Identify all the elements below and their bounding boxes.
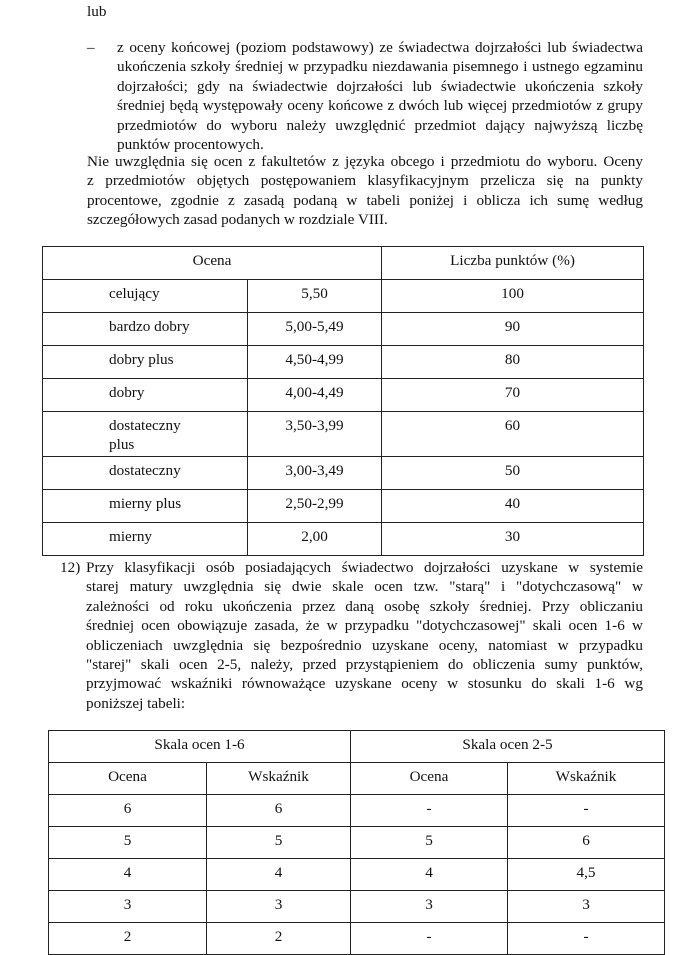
grading-paragraph: [87, 152, 643, 230]
grade-label: dobry: [43, 379, 248, 412]
table-group-header-row: [49, 731, 665, 763]
grade-points: 30: [382, 523, 644, 556]
item-number: 12): [60, 559, 81, 576]
grade-points: 100: [382, 280, 644, 313]
table-row: [43, 490, 644, 523]
header-ocena: Ocena: [49, 763, 207, 795]
item-line: "starej" skali ocen 2-5, należy, przed przystąpieniem do obliczenia sumy punktów,: [86, 656, 643, 674]
table-row: [49, 795, 665, 827]
paragraph-line: procentowe, zgodnie z zasadą podaną w tabeli poniżej i oblicza ich sumę według: [87, 191, 643, 209]
item-line: Przy klasyfikacji osób posiadających świadectwo dojrzałości uzyskane w systemie: [86, 559, 643, 576]
table-cell: 3: [508, 891, 665, 923]
grade-range: 2,00: [248, 523, 382, 556]
table-cell: -: [508, 923, 665, 955]
grade-label-line: plus: [109, 436, 135, 454]
table-cell: -: [351, 795, 508, 827]
header-scale-2-5: Skala ocen 2-5: [351, 731, 665, 763]
table-row: [49, 859, 665, 891]
bullet-line: ukończenia szkoły średniej w przypadku niezdawania pisemnego i ustnego egzaminu: [117, 58, 643, 76]
grade-range: 2,50-2,99: [248, 490, 382, 523]
table-cell: 6: [207, 795, 351, 827]
table-header-row: [43, 247, 644, 280]
grade-label: mierny plus: [43, 490, 248, 523]
grade-points: 50: [382, 457, 644, 490]
table-row: [49, 827, 665, 859]
grade-label-line: dostateczny: [109, 417, 181, 434]
header-ocena: Ocena: [351, 763, 508, 795]
table-row: [43, 412, 644, 457]
bullet-line: z oceny końcowej (poziom podstawowy) ze świadectwa dojrzałości lub świadectwa: [117, 39, 643, 56]
grade-points: 90: [382, 313, 644, 346]
table-row: [43, 457, 644, 490]
grade-points: 70: [382, 379, 644, 412]
bullet-line: przedmiotów do wyboru należy uwzględnić przedmiot dający najwyższą liczbę: [117, 116, 643, 134]
bullet-line: średniej będą występowały oceny końcowe z dwóch lub więcej przedmiotów z grupy: [117, 97, 643, 115]
grade-range: 3,00-3,49: [248, 457, 382, 490]
grade-points: 60: [382, 412, 644, 457]
table-cell: 2: [49, 923, 207, 955]
table-cell: 3: [49, 891, 207, 923]
table-row: [43, 379, 644, 412]
item-line: starej matury uwzględnia się dwie skale ocen tzw. "starą" i "dotychczasową" w: [86, 578, 643, 596]
table-row: [43, 523, 644, 556]
paragraph-line: szczegółowych zasad podanych w rozdziale VIII.: [87, 211, 388, 229]
table-cell: 2: [207, 923, 351, 955]
table-cell: -: [351, 923, 508, 955]
table-cell: 4: [207, 859, 351, 891]
header-scale-1-6: Skala ocen 1-6: [49, 731, 351, 763]
grade-label: [43, 412, 248, 457]
table-cell: 3: [351, 891, 508, 923]
table-cell: 4: [351, 859, 508, 891]
grade-label: bardzo dobry: [43, 313, 248, 346]
table-row: [49, 923, 665, 955]
table-sub-header-row: [49, 763, 665, 795]
item-line: przyjmować wskaźniki równoważące uzyskane oceny w stosunku do skali 1-6 wg: [86, 675, 643, 693]
grade-points-table: [42, 246, 644, 556]
grade-range: 3,50-3,99: [248, 412, 382, 457]
grade-points: 80: [382, 346, 644, 379]
table-row: [49, 891, 665, 923]
table-cell: 5: [351, 827, 508, 859]
item-line: poniższej tabeli:: [86, 694, 186, 712]
header-wskaznik: Wskaźnik: [508, 763, 665, 795]
grade-range: 5,00-5,49: [248, 313, 382, 346]
item-line: średniej ocen obowiązuje zasada, że w przypadku "dotychczasowej" skali ocen 1-6 w: [86, 617, 643, 635]
grade-range: 4,50-4,99: [248, 346, 382, 379]
table-cell: 6: [508, 827, 665, 859]
item-line: obliczeniach uwzględnia się bezpośrednio uzyskane oceny, natomiast w przypadku: [86, 636, 643, 654]
grade-label: dostateczny: [43, 457, 248, 490]
table-cell: 5: [49, 827, 207, 859]
table-cell: 3: [207, 891, 351, 923]
grade-label: celujący: [43, 280, 248, 313]
table-cell: 6: [49, 795, 207, 827]
paragraph-line: Nie uwzględnia się ocen z fakultetów z języka obcego i przedmiotu do wyboru. Oceny: [87, 153, 643, 170]
table-cell: -: [508, 795, 665, 827]
header-punkty: Liczba punktów (%): [382, 247, 644, 280]
dash-marker: –: [87, 39, 95, 56]
grade-label: mierny: [43, 523, 248, 556]
grade-label: dobry plus: [43, 346, 248, 379]
lub-text: lub: [87, 3, 107, 20]
bullet-text: [117, 38, 643, 154]
bullet-line: punktów procentowych.: [117, 136, 264, 154]
item-text: [86, 558, 643, 713]
paragraph-line: z przedmiotów objętych postępowaniem klasyfikacyjnym przelicza się na punkty: [87, 172, 643, 190]
table-cell: 5: [207, 827, 351, 859]
item-line: zależności od roku ukończenia przez daną osobę szkoły średniej. Przy obliczaniu: [86, 597, 643, 615]
scale-conversion-table: [48, 730, 665, 955]
grade-points: 40: [382, 490, 644, 523]
table-row: [43, 280, 644, 313]
table-row: [43, 313, 644, 346]
grade-range: 4,00-4,49: [248, 379, 382, 412]
header-wskaznik: Wskaźnik: [207, 763, 351, 795]
table-cell: 4: [49, 859, 207, 891]
table-row: [43, 346, 644, 379]
table-cell: 4,5: [508, 859, 665, 891]
bullet-line: dojrzałości; gdy na świadectwie dojrzałości lub świadectwie ukończenia szkoły: [117, 77, 643, 95]
grade-range: 5,50: [248, 280, 382, 313]
header-ocena: Ocena: [43, 247, 382, 280]
